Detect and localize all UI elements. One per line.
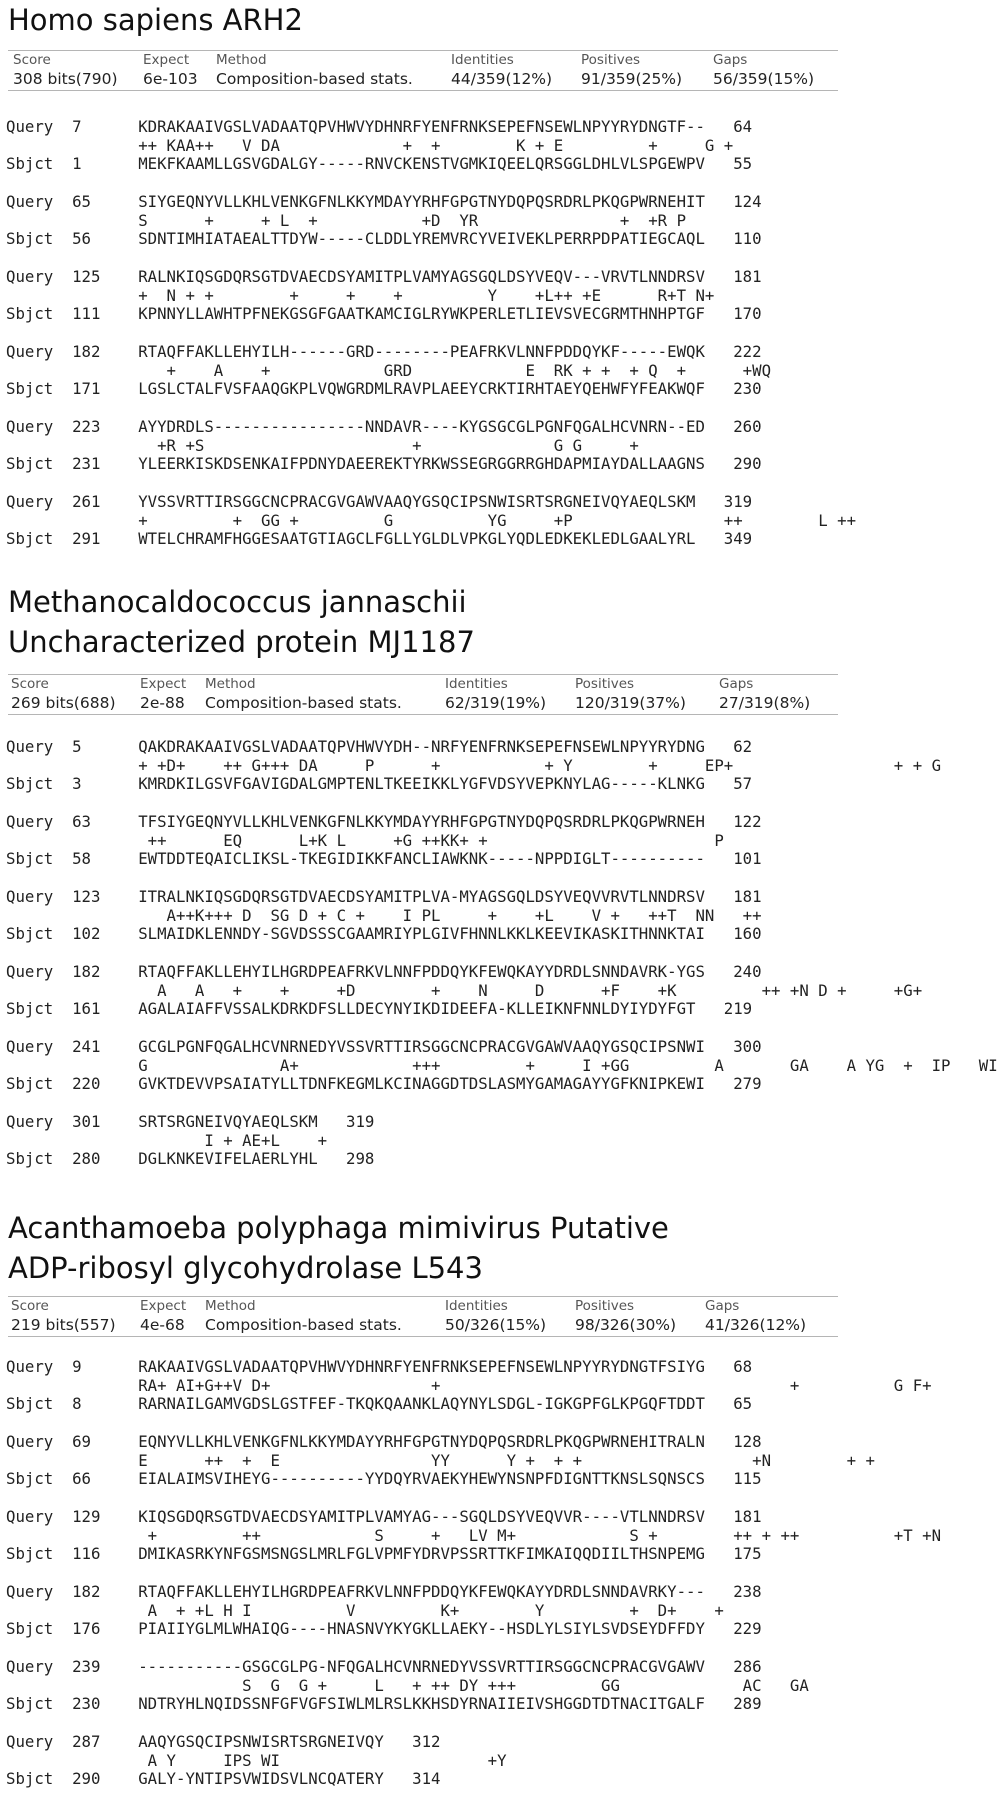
- alignment-block: [6, 1658, 809, 1714]
- identities-value: 62/319(19%): [445, 694, 547, 712]
- match-line: + N + + + + + Y +L++ +E R+T N+: [6, 285, 715, 305]
- gaps-value: 41/326(12%): [705, 1316, 807, 1334]
- identities-value: 50/326(15%): [445, 1316, 547, 1334]
- subject-line: Sbjct 171 LGSLCTALFVSFAAQGKPLVQWGRDMLRAVPLAEEYCRKTIRHTAEYQEHWFYFEAKWQF 230: [6, 379, 762, 399]
- alignment-block: [6, 193, 762, 249]
- expect-value: 6e-103: [143, 70, 198, 88]
- expect-label: Expect: [140, 1298, 187, 1314]
- subject-line: Sbjct 220 GVKTDEVVPSAIATYLLTDNFKEGMLKCINAGGDTDSLASMYGAMAGAYYGFKNIPKEWI 279: [6, 1074, 762, 1094]
- alignment-block: [6, 1433, 875, 1489]
- identities-value: 44/359(12%): [451, 70, 553, 88]
- score-label: Score: [11, 676, 49, 692]
- subject-line: Sbjct 291 WTELCHRAMFHGGESAATGTIAGCLFGLLYGLDLVPKGLYQDLEDKEKLEDLGAALYRL 349: [6, 529, 753, 549]
- alignment-block: [6, 1733, 507, 1789]
- gaps-value: 56/359(15%): [713, 70, 815, 88]
- subject-line: Sbjct 290 GALY-YNTIPSVWIDSVLNCQATERY 314: [6, 1769, 441, 1789]
- query-line: Query 287 AAQYGSQCIPSNWISRTSRGNEIVQY 312: [6, 1732, 441, 1751]
- subject-line: Sbjct 280 DGLKNKEVIFELAERLYHL 298: [6, 1149, 375, 1169]
- expect-value: 2e-88: [140, 694, 185, 712]
- subject-line: Sbjct 1 MEKFKAAMLLGSVGDALGY-----RNVCKENSTVGMKIQEELQRSGGLDHLVLSPGEWPV 55: [6, 154, 753, 174]
- match-line: A A + + +D + N D +F +K ++ +N D + +G+: [6, 980, 923, 1000]
- alignment-block: [6, 888, 762, 944]
- hit-title: [8, 582, 838, 662]
- hit-title-line: Acanthamoeba polyphaga mimivirus Putative: [8, 1211, 669, 1245]
- hit-title-line: Homo sapiens ARH2: [8, 3, 303, 37]
- query-line: Query 223 AYYDRDLS----------------NNDAVR----KYGSGCGLPGNFQGALHCVNRN--ED 260: [6, 417, 762, 436]
- query-line: Query 65 SIYGEQNYVLLKHLVENKGFNLKKYMDAYYRHFGPGTNYDQPQSRDRLPKQGPWRNEHIT 124: [6, 192, 762, 211]
- match-line: A + +L H I V K+ Y + D+ +: [6, 1600, 724, 1620]
- identities-label: Identities: [451, 52, 514, 68]
- method-value: Composition-based stats.: [205, 1316, 402, 1334]
- match-line: S + + L + +D YR + +R P: [6, 210, 687, 230]
- subject-line: Sbjct 116 DMIKASRKYNFGSMSNGSLMRLFGLVPMFYDRVPSSRTTKFIMKAIQQDIILTHSNPEMG 175: [6, 1544, 762, 1564]
- alignment-block: [6, 963, 922, 1019]
- hit-title: [8, 1208, 838, 1288]
- hit-title: [8, 0, 838, 40]
- query-line: Query 261 YVSSVRTTIRSGGCNCPRACGVGAWVAAQYGSQCIPSNWISRTSRGNEIVQYAEQLSKM 319: [6, 492, 753, 511]
- match-line: ++ KAA++ V DA + + K + E + G +: [6, 135, 734, 155]
- match-line: A Y IPS WI +Y: [6, 1750, 507, 1770]
- query-line: Query 182 RTAQFFAKLLEHYILH------GRD--------PEAFRKVLNNFPDDQYKF-----EWQK 222: [6, 342, 762, 361]
- gaps-label: Gaps: [719, 676, 754, 692]
- subject-line: Sbjct 176 PIAIIYGLMLWHAIQG----HNASNVYKYGKLLAEKY--HSDLYLSIYLSVDSEYDFFDY 229: [6, 1619, 762, 1639]
- score-label: Score: [13, 52, 51, 68]
- alignment-block: [6, 343, 771, 399]
- gaps-label: Gaps: [705, 1298, 740, 1314]
- query-line: Query 5 QAKDRAKAAIVGSLVADAATQPVHWVYDH--NRFYENFRNKSEPEFNSEWLNPYYRYDNG 62: [6, 737, 753, 756]
- expect-value: 4e-68: [140, 1316, 185, 1334]
- query-line: Query 239 -----------GSGCGLPG-NFQGALHCVNRNEDYVSSVRTTIRSGGCNCPRACGVGAWV 286: [6, 1657, 762, 1676]
- score-value: 269 bits(688): [11, 694, 116, 712]
- query-line: Query 125 RALNKIQSGDQRSGTDVAECDSYAMITPLVAMYAGSGQLDSYVEQV---VRVTLNNDRSV 181: [6, 267, 762, 286]
- alignment-block: [6, 1583, 762, 1639]
- query-line: Query 129 KIQSGDQRSGTDVAECDSYAMITPLVAMYAG---SGQLDSYVEQVVR----VTLNNDRSV 181: [6, 1507, 762, 1526]
- query-line: Query 182 RTAQFFAKLLEHYILHGRDPEAFRKVLNNFPDDQYKFEWQKAYYDRDLSNNDAVRKY--- 238: [6, 1582, 762, 1601]
- subject-line: Sbjct 58 EWTDDTEQAICLIKSL-TKEGIDIKKFANCLIAWKNK-----NPPDIGLT---------- 101: [6, 849, 762, 869]
- identities-label: Identities: [445, 1298, 508, 1314]
- expect-label: Expect: [140, 676, 187, 692]
- hit-title-line: Uncharacterized protein MJ1187: [8, 625, 475, 659]
- alignment-block: [6, 738, 941, 794]
- hit-title-line: ADP-ribosyl glycohydrolase L543: [8, 1251, 483, 1285]
- positives-label: Positives: [575, 1298, 635, 1314]
- positives-label: Positives: [575, 676, 635, 692]
- query-line: Query 69 EQNYVLLKHLVENKGFNLKKYMDAYYRHFGPGTNYDQPQSRDRLPKQGPWRNEHITRALN 128: [6, 1432, 762, 1451]
- match-line: E ++ + E YY Y + + + +N + +: [6, 1450, 875, 1470]
- match-line: +R +S + G G +: [6, 435, 639, 455]
- subject-line: Sbjct 56 SDNTIMHIATAEALTTDYW-----CLDDLYREMVRCYVEIVEKLPERRPDPATIEGCAQL 110: [6, 229, 762, 249]
- subject-line: Sbjct 8 RARNAILGAMVGDSLGSTFEF-TKQKQAANKLAQYNYLSDGL-IGKGPFGLKPGQFTDDT 65: [6, 1394, 753, 1414]
- subject-line: Sbjct 231 YLEERKISKDSENKAIFPDNYDAEEREKTYRKWSSEGRGGRRGHDAPMIAYDALLAAGNS 290: [6, 454, 762, 474]
- method-label: Method: [205, 676, 256, 692]
- match-line: + ++ S + LV M+ S + ++ + ++ +T +N: [6, 1525, 942, 1545]
- query-line: Query 9 RAKAAIVGSLVADAATQPVHWVYDHNRFYENFRNKSEPEFNSEWLNPYYRYDNGTFSIYG 68: [6, 1357, 753, 1376]
- gaps-value: 27/319(8%): [719, 694, 811, 712]
- hit-title-line: Methanocaldococcus jannaschii: [8, 585, 467, 619]
- query-line: Query 301 SRTSRGNEIVQYAEQLSKM 319: [6, 1112, 375, 1131]
- query-line: Query 241 GCGLPGNFQGALHCVNRNEDYVSSVRTTIRSGGCNCPRACGVGAWVAAQYGSQCIPSNWI 300: [6, 1037, 762, 1056]
- positives-label: Positives: [581, 52, 641, 68]
- positives-value: 98/326(30%): [575, 1316, 677, 1334]
- alignment-block: [6, 418, 762, 474]
- alignment-block: [6, 1113, 374, 1169]
- subject-line: Sbjct 3 KMRDKILGSVFGAVIGDALGMPTENLTKEEIKKLYGFVDSYVEPKNYLAG-----KLNKG 57: [6, 774, 753, 794]
- expect-label: Expect: [143, 52, 190, 68]
- alignment-block: [6, 268, 762, 324]
- method-value: Composition-based stats.: [205, 694, 402, 712]
- subject-line: Sbjct 111 KPNNYLLAWHTPFNEKGSGFGAATKAMCIGLRYWKPERLETLIEVSVECGRMTHNHPTGF 170: [6, 304, 762, 324]
- match-line: RA+ AI+G++V D+ + + G F+: [6, 1375, 932, 1395]
- match-line: ++ EQ L+K L +G ++KK+ + P: [6, 830, 724, 850]
- match-line: S G G + L + ++ DY +++ GG AC GA: [6, 1675, 809, 1695]
- subject-line: Sbjct 66 EIALAIMSVIHEYG----------YYDQYRVAEKYHEWYNSNPFDIGNTTKNSLSQNSCS 115: [6, 1469, 762, 1489]
- stats-bar: [8, 1296, 838, 1337]
- score-label: Score: [11, 1298, 49, 1314]
- method-label: Method: [216, 52, 267, 68]
- alignment-block: [6, 1358, 932, 1414]
- gaps-label: Gaps: [713, 52, 748, 68]
- alignment-block: [6, 813, 762, 869]
- positives-value: 120/319(37%): [575, 694, 686, 712]
- subject-line: Sbjct 102 SLMAIDKLENNDY-SGVDSSSCGAAMRIYPLGIVFHNNLKKLKEEVIKASKITHNNKTAI 160: [6, 924, 762, 944]
- match-line: + +D+ ++ G+++ DA P + + Y + EP+ + + G: [6, 755, 942, 775]
- alignment-block: [6, 118, 752, 174]
- match-line: + A + GRD E RK + + + Q + +WQ: [6, 360, 772, 380]
- query-line: Query 182 RTAQFFAKLLEHYILHGRDPEAFRKVLNNFPDDQYKFEWQKAYYDRDLSNNDAVRK-YGS 240: [6, 962, 762, 981]
- identities-label: Identities: [445, 676, 508, 692]
- match-line: G A+ +++ + I +GG A GA A YG + IP WI: [6, 1055, 998, 1075]
- stats-bar: [8, 50, 838, 91]
- match-line: I + AE+L +: [6, 1130, 328, 1150]
- subject-line: Sbjct 230 NDTRYHLNQIDSSNFGFVGFSIWLMLRSLKKHSDYRNAIIEIVSHGGDTDTNACITGALF 289: [6, 1694, 762, 1714]
- stats-bar: [8, 674, 838, 715]
- query-line: Query 123 ITRALNKIQSGDQRSGTDVAECDSYAMITPLVA-MYAGSGQLDSYVEQVVRVTLNNDRSV 181: [6, 887, 762, 906]
- match-line: + + GG + G YG +P ++ L ++: [6, 510, 857, 530]
- method-value: Composition-based stats.: [216, 70, 413, 88]
- alignment-block: [6, 1038, 998, 1094]
- query-line: Query 7 KDRAKAAIVGSLVADAATQPVHWVYDHNRFYENFRNKSEPEFNSEWLNPYYRYDNGTF-- 64: [6, 117, 753, 136]
- alignment-block: [6, 1508, 941, 1564]
- positives-value: 91/359(25%): [581, 70, 683, 88]
- subject-line: Sbjct 161 AGALAIAFFVSSALKDRKDFSLLDECYNYIKDIDEEFA-KLLEIKNFNNLDYIYDYFGT 219: [6, 999, 753, 1019]
- alignment-block: [6, 493, 856, 549]
- method-label: Method: [205, 1298, 256, 1314]
- score-value: 308 bits(790): [13, 70, 118, 88]
- query-line: Query 63 TFSIYGEQNYVLLKHLVENKGFNLKKYMDAYYRHFGPGTNYDQPQSRDRLPKQGPWRNEH 122: [6, 812, 762, 831]
- score-value: 219 bits(557): [11, 1316, 116, 1334]
- match-line: A++K+++ D SG D + C + I PL + +L V + ++T NN ++: [6, 905, 762, 925]
